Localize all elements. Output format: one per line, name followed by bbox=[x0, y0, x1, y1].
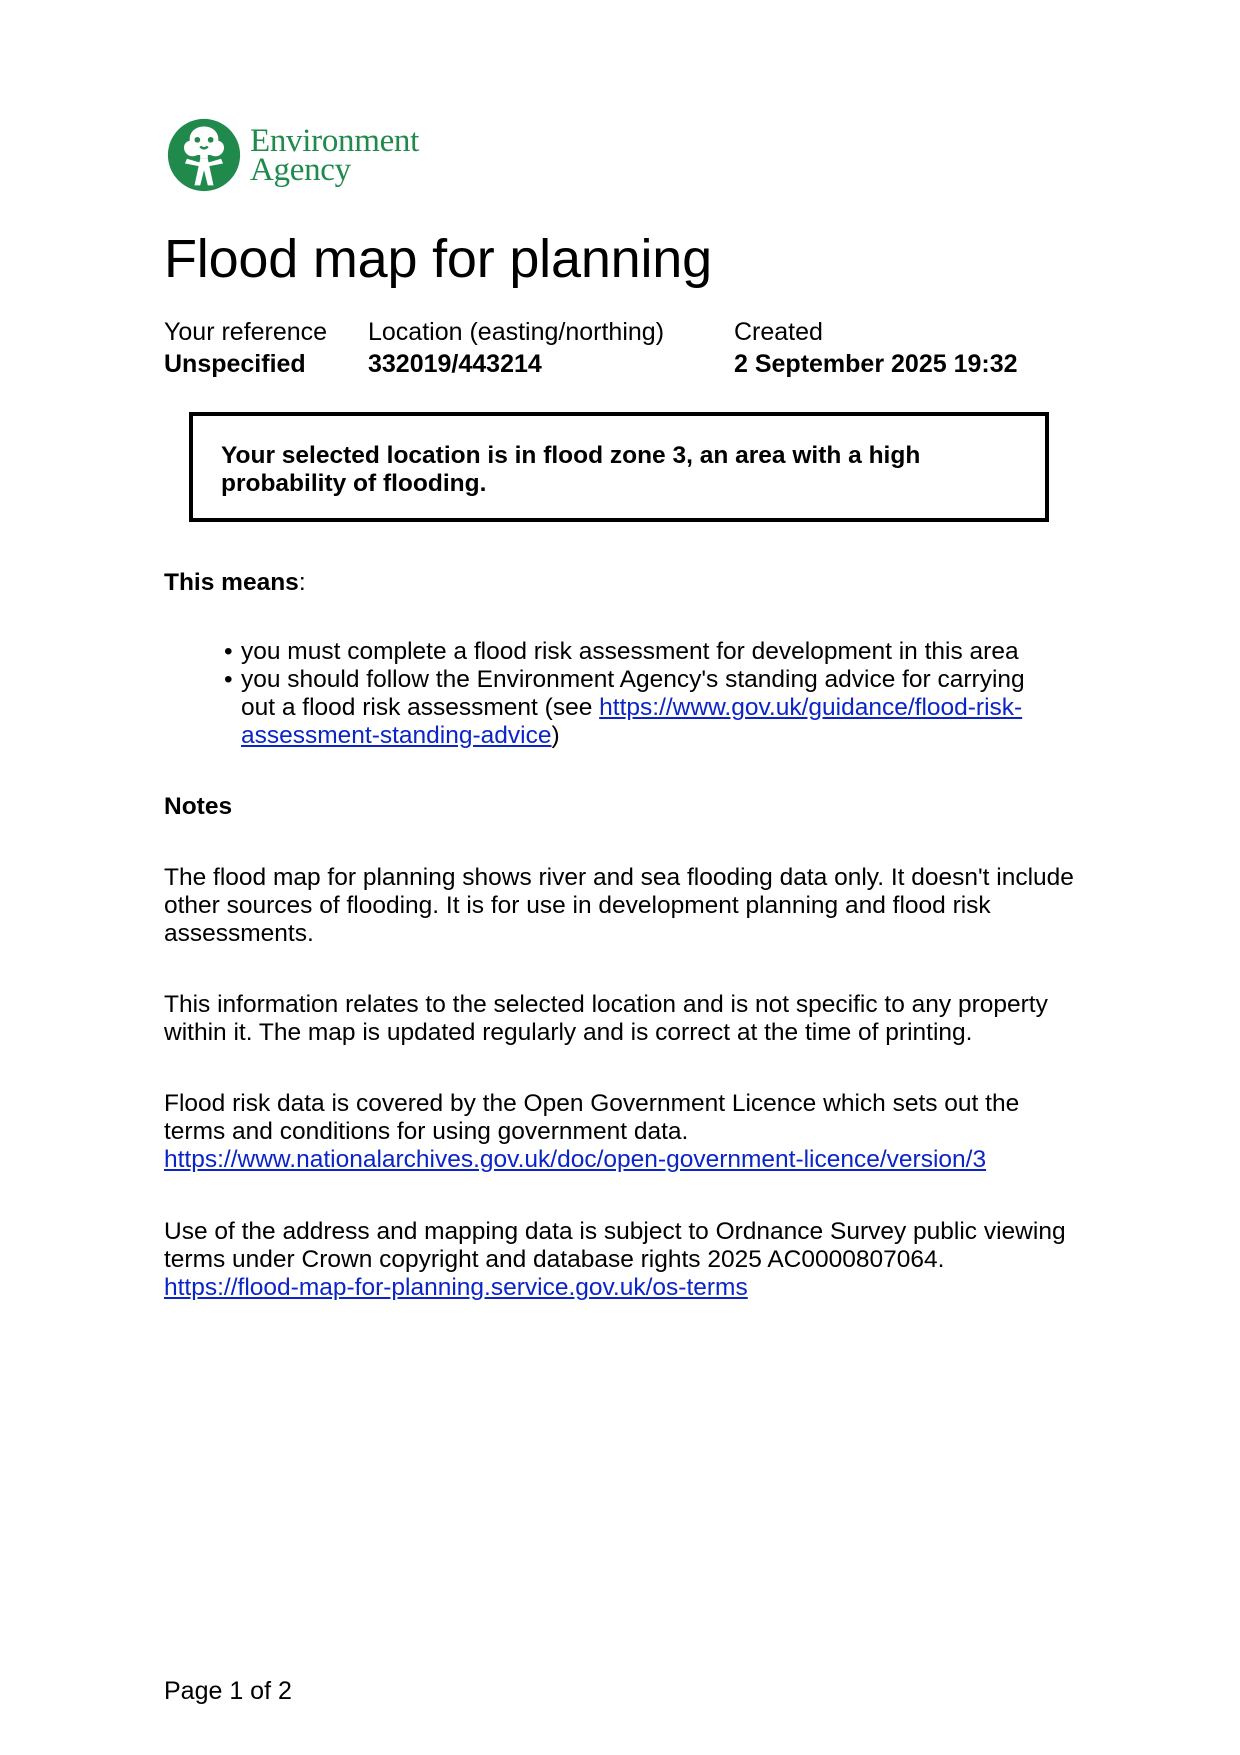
notes-paragraph-1: The flood map for planning shows river and sea flooding data only. It doesn't include other sources of flooding. It is for use in development planning and flood risk assessments. bbox=[164, 864, 1074, 947]
standing-advice-link[interactable]: https://www.gov.uk/guidance/flood-risk-assessment-standing-advice bbox=[241, 694, 1023, 749]
notes-paragraph-2: This information relates to the selected location and is not specific to any property within it. The map is updated regularly and is correct at the time of printing. bbox=[164, 991, 1048, 1046]
os-terms-text: Use of the address and mapping data is subject to Ordnance Survey public viewing terms under Crown copyright and database rights 2025 AC0000807064. bbox=[164, 1218, 1066, 1273]
meta-created bbox=[734, 316, 1018, 380]
os-terms-link[interactable]: https://flood-map-for-planning.service.gov.uk/os-terms bbox=[164, 1274, 748, 1301]
logo-line-1: Environment bbox=[250, 122, 419, 159]
list-item-text: you must complete a flood risk assessment for development in this area bbox=[241, 638, 1019, 665]
environment-agency-logo bbox=[166, 115, 419, 195]
list-item bbox=[224, 638, 1064, 666]
environment-agency-emblem-icon bbox=[166, 117, 242, 193]
this-means-label: This means bbox=[164, 569, 299, 596]
this-means-list bbox=[224, 638, 1064, 750]
logo-line-2: Agency bbox=[250, 151, 351, 188]
open-government-licence-link[interactable]: https://www.nationalarchives.gov.uk/doc/open-government-licence/version/3 bbox=[164, 1146, 987, 1173]
reference-label: Your reference bbox=[164, 318, 328, 346]
flood-zone-text: Your selected location is in flood zone 3, an area with a high probability of flooding. bbox=[221, 442, 921, 497]
list-item bbox=[224, 666, 1064, 750]
this-means-heading bbox=[164, 568, 306, 598]
logo-wordmark bbox=[250, 122, 419, 188]
notes-paragraph-4 bbox=[164, 1218, 1084, 1302]
this-means-colon: : bbox=[298, 569, 306, 596]
location-value: 332019/443214 bbox=[368, 350, 542, 378]
page-title: Flood map for planning bbox=[164, 229, 712, 289]
page-number: Page 1 of 2 bbox=[164, 1677, 292, 1705]
list-item-text: you should follow the Environment Agency's standing advice for carrying out a flood risk assessment (see bbox=[241, 666, 1025, 721]
notes-heading: Notes bbox=[164, 793, 233, 820]
flood-zone-notice bbox=[189, 412, 1049, 522]
meta-reference bbox=[164, 316, 327, 380]
list-item-end: ) bbox=[551, 722, 560, 749]
created-value: 2 September 2025 19:32 bbox=[734, 350, 1018, 378]
created-label: Created bbox=[734, 318, 823, 346]
location-label: Location (easting/northing) bbox=[368, 318, 665, 346]
notes-paragraph-3 bbox=[164, 1090, 1084, 1174]
meta-location bbox=[368, 316, 664, 380]
reference-value: Unspecified bbox=[164, 350, 306, 378]
licence-text: Flood risk data is covered by the Open Government Licence which sets out the terms and conditions for using government data. bbox=[164, 1090, 1020, 1145]
